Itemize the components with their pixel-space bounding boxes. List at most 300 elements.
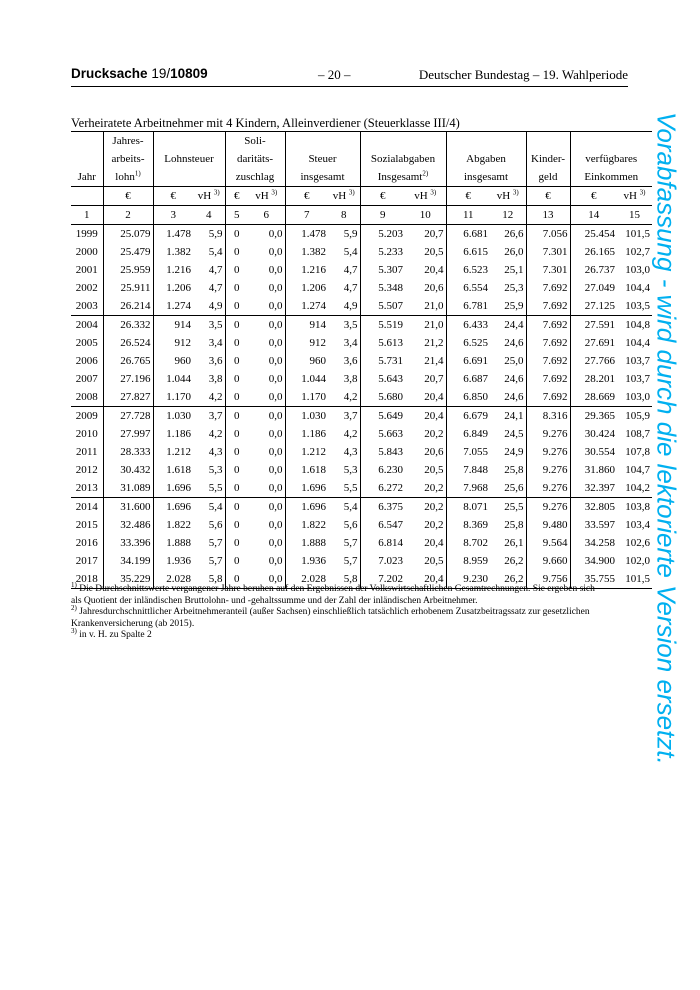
table-cell: 4,2: [328, 388, 360, 407]
col-header: geld: [526, 168, 570, 187]
table-cell: 1.216: [285, 261, 328, 279]
table-cell: 0,0: [268, 537, 283, 549]
unit-cell: €: [225, 187, 248, 206]
table-row: [71, 425, 652, 443]
table-cell: 20,4: [424, 537, 444, 549]
table-cell: 26.214: [103, 297, 153, 316]
table-row: [71, 225, 652, 244]
unit-cell: €: [103, 187, 153, 206]
table-cell: 3,4: [208, 337, 223, 349]
table-cell: 0,0: [268, 282, 283, 294]
table-cell: 2017: [75, 555, 98, 567]
table-row: [71, 498, 652, 517]
table-cell: 0,0: [268, 410, 283, 422]
col-header: Jahres-: [103, 132, 153, 151]
table-cell: 1.216: [153, 261, 193, 279]
table-cell: 20,2: [405, 479, 446, 498]
table-cell: 30.554: [570, 443, 617, 461]
table-cell: 101,5: [625, 228, 650, 240]
table-cell: 0: [225, 516, 248, 534]
table-cell: 2010: [75, 428, 98, 440]
column-number: 15: [617, 206, 652, 225]
table-cell: 3,5: [208, 319, 223, 331]
table-cell: 6.850: [446, 388, 490, 407]
col-header: arbeits-: [103, 150, 153, 168]
table-cell: 30.432: [103, 461, 153, 479]
table-cell: 1.044: [153, 370, 193, 388]
table-cell: 24,1: [504, 410, 524, 422]
table-cell: 6.814: [360, 534, 405, 552]
table-cell: 26.332: [103, 316, 153, 335]
table-body: [71, 225, 652, 589]
table-cell: 5,6: [208, 519, 223, 531]
table-cell: 7.692: [526, 279, 570, 297]
table-cell: 9.660: [526, 552, 570, 570]
table-cell: 27.691: [570, 334, 617, 352]
table-cell: 33.396: [103, 534, 153, 552]
table-cell: 21,0: [424, 319, 444, 331]
table-cell: 5.203: [360, 225, 405, 244]
table-cell: 30.424: [570, 425, 617, 443]
table-cell: 25,1: [504, 264, 524, 276]
unit-row: [71, 187, 652, 206]
table-cell: 5.613: [360, 334, 405, 352]
table-cell: 27.125: [570, 297, 617, 316]
table-cell: 6.687: [446, 370, 490, 388]
table-cell: 1.936: [285, 552, 328, 570]
table-cell: 5,3: [208, 464, 223, 476]
table-cell: 27.827: [103, 388, 153, 407]
table-cell: 6.849: [446, 425, 490, 443]
unit-cell: €: [570, 187, 617, 206]
column-number: 11: [446, 206, 490, 225]
footnote-1: $^{1)}$ Die Durchschnittswerte vergangener Jahre beruhen auf den Ergebnissen der Volkswirtschaftlichen Gesamtrechnungen. Sie ergeben sich: [71, 580, 595, 594]
table-cell: 6.691: [446, 352, 490, 370]
table-cell: 1.696: [153, 498, 193, 517]
table-cell: 25,6: [490, 479, 526, 498]
table-cell: 0,0: [268, 228, 283, 240]
header-right: Deutscher Bundestag – 19. Wahlperiode: [418, 67, 628, 82]
table-cell: 103,8: [625, 501, 650, 513]
column-number: 9: [360, 206, 405, 225]
table-cell: 21,4: [424, 355, 444, 367]
table-cell: 5.643: [360, 370, 405, 388]
table-cell: 104,4: [625, 282, 650, 294]
col-header: Steuer: [285, 150, 360, 168]
table-cell: 0: [225, 297, 248, 316]
table-cell: 0,0: [268, 428, 283, 440]
table-cell: 107,8: [625, 446, 650, 458]
table-cell: 0,0: [268, 373, 283, 385]
table-cell: 6.523: [446, 261, 490, 279]
unit-cell: €: [285, 187, 328, 206]
table-cell: 0: [225, 407, 248, 426]
col-header: Lohnsteuer: [153, 150, 225, 168]
table-cell: 2008: [71, 388, 103, 407]
table-cell: 20,2: [424, 519, 444, 531]
col-header: Jahr: [77, 171, 96, 183]
table-cell: 5,7: [343, 537, 358, 549]
table-cell: 5.307: [360, 261, 405, 279]
table-cell: 28.201: [570, 370, 617, 388]
table-row: [71, 552, 652, 570]
table-cell: 1.822: [285, 516, 328, 534]
table-cell: 2005: [75, 337, 98, 349]
table-cell: 26,6: [504, 228, 524, 240]
table-cell: 20,6: [424, 282, 444, 294]
table-cell: 8.959: [446, 552, 490, 570]
table-cell: 7.056: [526, 225, 570, 244]
doc-label: Drucksache: [71, 66, 148, 81]
table-cell: 5.348: [360, 279, 405, 297]
table-cell: 1.206: [285, 279, 328, 297]
table-cell: 0,0: [268, 264, 283, 276]
table-cell: 0: [225, 534, 248, 552]
table-cell: 3,5: [343, 319, 358, 331]
table-cell: 20,5: [424, 246, 444, 258]
unit-cell: vH $^{3)}$: [328, 187, 360, 206]
table-cell: 20,2: [424, 501, 444, 513]
table-cell: 0: [225, 352, 248, 370]
table-cell: 103,0: [617, 388, 652, 407]
table-cell: 2006: [75, 355, 98, 367]
column-number: 12: [490, 206, 526, 225]
table-row: [71, 461, 652, 479]
table-cell: 32.397: [570, 479, 617, 498]
table-cell: 104,4: [625, 337, 650, 349]
table-cell: 7.055: [446, 443, 490, 461]
table-cell: 0,0: [248, 297, 285, 316]
table-cell: 0: [225, 388, 248, 407]
table-cell: 25.079: [103, 225, 153, 244]
table-cell: 24,6: [504, 337, 524, 349]
table-cell: 8.369: [446, 516, 490, 534]
table-row: [71, 261, 652, 279]
table-cell: 28.669: [570, 388, 617, 407]
table-cell: 5,4: [343, 501, 358, 513]
table-cell: 34.900: [570, 552, 617, 570]
table-cell: 26,1: [504, 537, 524, 549]
table-cell: 4,2: [343, 428, 358, 440]
table-cell: 0: [225, 552, 248, 570]
table-row: [71, 334, 652, 352]
table-cell: 7.692: [526, 316, 570, 335]
table-title: Verheiratete Arbeitnehmer mit 4 Kindern, Alleinverdiener (Steuerklasse III/4): [71, 116, 460, 130]
watermark-text: Vorabfassung - wird durch die lektorierte Version ersetzt.: [651, 112, 682, 765]
table-cell: 5,7: [208, 537, 223, 549]
footnote-1-continued: als Quotient der inländischen Bruttolohn- und -gehaltssumme und der Zahl der inländischen Arbeitnehmer.: [71, 595, 478, 606]
col-header: zuschlag: [225, 168, 285, 187]
table-row: [71, 279, 652, 297]
table-cell: 34.258: [570, 534, 617, 552]
table-cell: 102,0: [625, 555, 650, 567]
table-cell: 1.936: [153, 552, 193, 570]
table-row: [71, 516, 652, 534]
table-cell: 0: [225, 498, 248, 517]
table-cell: 0,0: [248, 388, 285, 407]
table-row: [71, 243, 652, 261]
table-cell: 0: [225, 261, 248, 279]
table-cell: 5,7: [343, 555, 358, 567]
table-cell: 1.478: [285, 225, 328, 244]
table-cell: 1.206: [153, 279, 193, 297]
table-cell: 4,2: [208, 428, 223, 440]
col-header: Kinder-: [526, 150, 570, 168]
table-cell: 4,2: [193, 388, 225, 407]
table-cell: 7.301: [526, 243, 570, 261]
table-cell: 6.272: [360, 479, 405, 498]
table-cell: 0: [225, 370, 248, 388]
table-cell: 103,4: [625, 519, 650, 531]
col-header: verfügbares: [570, 150, 652, 168]
table-cell: 2015: [75, 519, 98, 531]
table-cell: 0: [225, 425, 248, 443]
table-cell: 2016: [75, 537, 98, 549]
table-cell: 26.737: [570, 261, 617, 279]
table-cell: 0: [225, 279, 248, 297]
col-header: lohn$^{1)}$: [103, 168, 153, 187]
table-cell: 34.199: [103, 552, 153, 570]
table-cell: 103,7: [625, 373, 650, 385]
table-cell: 1.382: [285, 243, 328, 261]
data-table: [71, 131, 650, 589]
table-cell: 104,7: [625, 464, 650, 476]
col-header: insgesamt: [446, 168, 526, 187]
table-cell: 31.600: [103, 498, 153, 517]
column-number: 5: [225, 206, 248, 225]
table-cell: 1.030: [285, 407, 328, 426]
table-cell: 2011: [75, 446, 98, 458]
table-cell: 20,7: [424, 373, 444, 385]
table-cell: 5.843: [360, 443, 405, 461]
table-cell: 102,6: [625, 537, 650, 549]
table-cell: 7.692: [526, 370, 570, 388]
table-cell: 26.765: [103, 352, 153, 370]
unit-cell: vH $^{3)}$: [193, 187, 225, 206]
table-cell: 1.478: [153, 225, 193, 244]
col-header: Abgaben: [446, 150, 526, 168]
table-cell: 8.071: [446, 498, 490, 517]
table-cell: 21,2: [424, 337, 444, 349]
table-cell: 1.044: [285, 370, 328, 388]
table-cell: 25.479: [103, 243, 153, 261]
table-cell: 25,9: [490, 297, 526, 316]
table-cell: 9.756: [526, 570, 570, 589]
table-cell: 8.316: [526, 407, 570, 426]
table-cell: 2003: [71, 297, 103, 316]
table-cell: 914: [153, 316, 193, 335]
table-cell: 35.229: [103, 570, 153, 589]
table-cell: 9.276: [526, 443, 570, 461]
col-header: Soli-: [225, 132, 285, 151]
table-cell: 4,9: [328, 297, 360, 316]
table-cell: 20,4: [405, 388, 446, 407]
table-cell: 0: [225, 479, 248, 498]
table-cell: 108,7: [625, 428, 650, 440]
table-cell: 7.023: [360, 552, 405, 570]
table-cell: 5,4: [208, 246, 223, 258]
table-cell: 25,8: [504, 464, 524, 476]
table-cell: 3,7: [343, 410, 358, 422]
footnote-2: $^{2)}$ Jahresdurchschnittlicher Arbeitnehmeranteil (außer Sachsen) einschließlich tatsächlich erhobenem Zusatzbeitragssatz zur gesetzlichen: [71, 603, 590, 617]
table-cell: 5,5: [193, 479, 225, 498]
doc-num-prefix: 19/: [151, 66, 171, 81]
table-cell: 5.680: [360, 388, 405, 407]
table-cell: 1.696: [285, 498, 328, 517]
table-cell: 25,0: [504, 355, 524, 367]
table-cell: 21,0: [405, 297, 446, 316]
table-cell: 6.230: [360, 461, 405, 479]
unit-cell: vH $^{3)}$: [490, 187, 526, 206]
table-cell: 20,5: [424, 464, 444, 476]
table-cell: 1.382: [153, 243, 193, 261]
table-cell: 1.170: [285, 388, 328, 407]
table-cell: 3,8: [343, 373, 358, 385]
table-cell: 24,9: [504, 446, 524, 458]
table-cell: 6.615: [446, 243, 490, 261]
table-cell: 0: [225, 570, 248, 589]
table-cell: 9.230: [446, 570, 490, 589]
unit-cell: €: [360, 187, 405, 206]
table-cell: 3,6: [208, 355, 223, 367]
table-cell: 5,3: [343, 464, 358, 476]
table-cell: 20,4: [405, 570, 446, 589]
table-row: [71, 479, 652, 498]
table-cell: 1.888: [153, 534, 193, 552]
table-cell: 0,0: [248, 570, 285, 589]
table-cell: 4,3: [208, 446, 223, 458]
table-cell: 5.507: [360, 297, 405, 316]
table-cell: 25.911: [103, 279, 153, 297]
table-cell: 1.888: [285, 534, 328, 552]
table-cell: 1.274: [285, 297, 328, 316]
table-cell: 0: [225, 443, 248, 461]
table-cell: 0,0: [268, 555, 283, 567]
table-cell: 1.274: [153, 297, 193, 316]
table-cell: 5,4: [208, 501, 223, 513]
table-cell: 7.202: [360, 570, 405, 589]
table-cell: 20,4: [424, 264, 444, 276]
table-cell: 1.212: [153, 443, 193, 461]
column-number: 7: [285, 206, 328, 225]
table-cell: 0: [225, 243, 248, 261]
table-cell: 24,5: [504, 428, 524, 440]
table-cell: 2013: [71, 479, 103, 498]
table-cell: 6.781: [446, 297, 490, 316]
table-cell: 1.822: [153, 516, 193, 534]
table-cell: 1.212: [285, 443, 328, 461]
table-cell: 20,7: [424, 228, 444, 240]
table-cell: 2000: [75, 246, 98, 258]
table-cell: 2007: [75, 373, 98, 385]
col-header: Einkommen: [570, 168, 652, 187]
table-cell: 0,0: [268, 501, 283, 513]
table-cell: 2009: [75, 410, 98, 422]
table-cell: 912: [153, 334, 193, 352]
unit-cell: €: [153, 187, 193, 206]
table-cell: 1.618: [153, 461, 193, 479]
table-cell: 914: [285, 316, 328, 335]
table-cell: 25.959: [103, 261, 153, 279]
table-cell: 0: [225, 334, 248, 352]
column-number: 10: [405, 206, 446, 225]
table-cell: 5,7: [208, 555, 223, 567]
table-cell: 103,5: [617, 297, 652, 316]
document-number: [71, 66, 208, 81]
table-cell: 32.486: [103, 516, 153, 534]
column-number: 14: [570, 206, 617, 225]
table-cell: 27.766: [570, 352, 617, 370]
column-number: 13: [526, 206, 570, 225]
table-cell: 9.276: [526, 425, 570, 443]
footnote-2-continued: Krankenversicherung (ab 2015).: [71, 618, 195, 629]
table-cell: 20,6: [424, 446, 444, 458]
table-cell: 0,0: [268, 246, 283, 258]
table-cell: 27.591: [570, 316, 617, 335]
table-cell: 5.663: [360, 425, 405, 443]
table-cell: 25,3: [504, 282, 524, 294]
table-cell: 7.968: [446, 479, 490, 498]
table-row: [71, 316, 652, 335]
unit-cell: vH $^{3)}$: [248, 187, 285, 206]
table-cell: 24,6: [504, 373, 524, 385]
table-cell: 27.196: [103, 370, 153, 388]
table-cell: 103,0: [625, 264, 650, 276]
table-cell: 0,0: [268, 519, 283, 531]
col-header: Sozialabgaben: [360, 150, 446, 168]
table-cell: 912: [285, 334, 328, 352]
table-cell: 0: [225, 461, 248, 479]
table-cell: 2014: [75, 501, 98, 513]
table-cell: 104,2: [617, 479, 652, 498]
table-cell: 1.186: [153, 425, 193, 443]
table-cell: 3,8: [208, 373, 223, 385]
table-cell: 4,7: [208, 282, 223, 294]
table-cell: 1.186: [285, 425, 328, 443]
table-cell: 4,7: [208, 264, 223, 276]
unit-cell: [71, 187, 103, 206]
table-cell: 6.547: [360, 516, 405, 534]
table-cell: 1.696: [153, 479, 193, 498]
table-cell: 1.030: [153, 407, 193, 426]
table-cell: 6.433: [446, 316, 490, 335]
unit-cell: vH $^{3)}$: [617, 187, 652, 206]
table-cell: 5,9: [208, 228, 223, 240]
column-number: 6: [248, 206, 285, 225]
table-cell: 3,6: [343, 355, 358, 367]
table-cell: 27.997: [103, 425, 153, 443]
table-cell: 33.597: [570, 516, 617, 534]
table-cell: 0,0: [268, 464, 283, 476]
table-cell: 35.755: [570, 570, 617, 589]
table-cell: 5.519: [360, 316, 405, 335]
table-cell: 5,4: [343, 246, 358, 258]
table-cell: 0,0: [268, 355, 283, 367]
table-cell: 5.233: [360, 243, 405, 261]
page-header: [71, 66, 628, 87]
table-cell: 25.454: [570, 225, 617, 244]
unit-cell: vH $^{3)}$: [405, 187, 446, 206]
table-cell: 7.692: [526, 388, 570, 407]
table-cell: 31.860: [570, 461, 617, 479]
table-cell: 960: [153, 352, 193, 370]
column-number-row: [71, 206, 652, 225]
table-cell: 4,3: [343, 446, 358, 458]
unit-cell: €: [526, 187, 570, 206]
table-row: [71, 443, 652, 461]
table-cell: 2002: [75, 282, 98, 294]
col-header: daritäts-: [225, 150, 285, 168]
